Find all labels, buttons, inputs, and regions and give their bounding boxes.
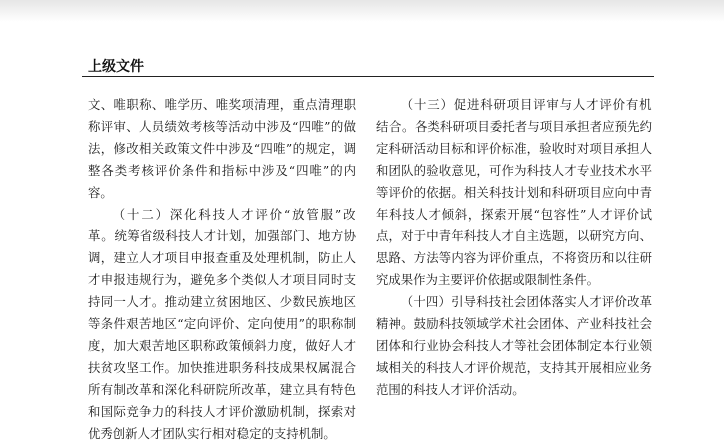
page-header (82, 58, 654, 76)
paragraph-13-body: 各类科研项目委托者与项目承担者应预先约定科研活动目标和评价标准，验收时对项目承担人和团队的验收意见，可作为科技人才专业技术水平等评价的依据。相关科技计划和科研项目应向中青年科技人才倾斜，探索开展“包容性”人才评价试点，对于中青年科技人才自主选题，以研究方向、思路、方法等内容为评价重点，不将资历和以往研究成果作为主要评价依据或限制性条件。 (376, 118, 653, 288)
header-rule (82, 76, 654, 77)
section-title: 上级文件 (88, 59, 144, 75)
left-column (88, 94, 356, 445)
page-top-shadow (0, 0, 724, 22)
paragraph-12-body: 统筹省级科技人才计划，加强部门、地方协调，建立人才项目申报查重及处理机制，防止人才申报违规行为，避免多个类似人才项目同时支持同一人才。推动建立贫困地区、少数民族地区等条件艰苦地区“定向评价、定向使用”的职称制度，加大艰苦地区职称政策倾斜力度，做好人才扶贫攻坚工作。加快推进职务科技成果权属混合所有制改革和深化科研院所改革，建立具有特色和国际竞争力的科技人才评价激励机制，探索对优秀创新人才团队实行相对稳定的支持机制。 (88, 228, 357, 441)
paragraph-14: （十四）引导科技社会团体落实人才评价改革精神。鼓励科技领域学术社会团体、产业科技社会团体和行业协会科技人才等社会团体制定本行业领域相关的科技人才评价规范，支持其开展相应业务范围的科技人才评价活动。 (376, 294, 652, 397)
paragraph-12 (88, 204, 356, 445)
paragraph-13-heading: （十三）促进科研项目评审与人才评价有机结合。 (376, 97, 652, 134)
paragraph-13 (376, 94, 652, 291)
paragraph-continued: 文、唯职称、唯学历、唯奖项清理，重点清理职称评审、人员绩效考核等活动中涉及“四唯”的做法，修改相关政策文件中涉及“四唯”的规定，调整各类考核评价条件和指标中涉及“四唯”的内容。 (88, 97, 356, 200)
paragraph-12-heading: （十二）深化科技人才评价“放管服”改革。 (88, 206, 356, 244)
right-column (376, 94, 652, 401)
